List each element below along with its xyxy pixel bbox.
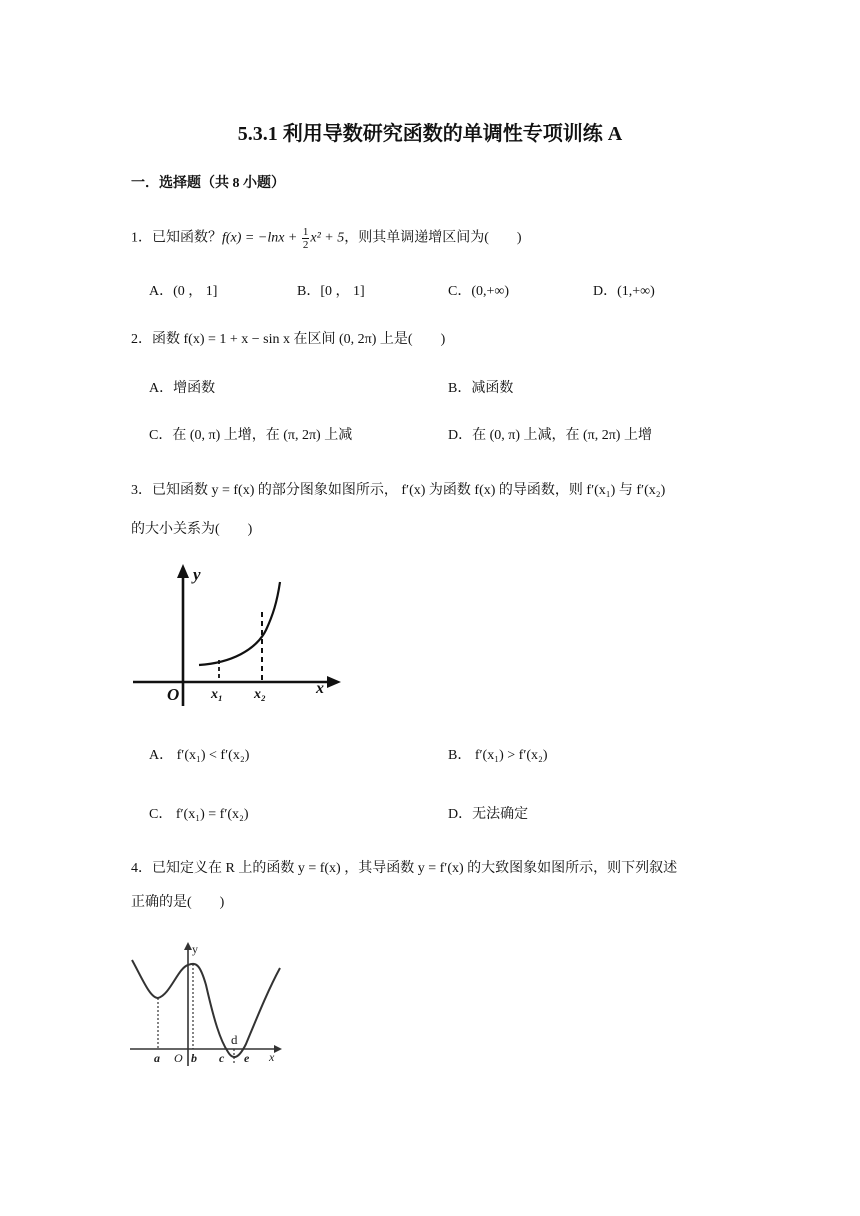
q1-lhs: f(x) = −lnx + — [222, 230, 298, 246]
q3-origin-label: O — [167, 685, 180, 704]
q3-y-arrow — [177, 564, 189, 578]
q1-option-c[interactable]: C．(0,+∞) — [448, 284, 510, 299]
q1-option-b[interactable]: B．[0 ， 1] — [297, 284, 365, 299]
q4-figure — [128, 940, 288, 1070]
q4-x-label: x — [269, 1050, 275, 1064]
question-3-line-2: 的大小关系为( ) — [131, 522, 253, 537]
q1-option-a[interactable]: A．(0 ， 1] — [149, 284, 218, 299]
q1-fraction-den: 2 — [302, 239, 309, 251]
question-2: 2．函数 f(x) = 1 + x − sin x 在区间 (0, 2π) 上是( ) — [131, 332, 446, 347]
q3-x-arrow — [327, 676, 341, 688]
q3-option-d[interactable]: D．无法确定 — [448, 807, 529, 822]
page-title: 5.3.1 利用导数研究函数的单调性专项训练 A — [237, 123, 623, 145]
q3-option-c[interactable]: C． f′(x₁) = f′(x₂) — [149, 807, 249, 822]
q4-e-label: e — [244, 1051, 250, 1065]
q4-curve — [132, 960, 280, 1057]
section-heading: 一．选择题（共 8 小题） — [131, 176, 285, 191]
q4-y-arrow — [184, 942, 192, 950]
q4-d-label: d — [231, 1032, 238, 1047]
question-4-line-2: 正确的是( ) — [131, 895, 225, 910]
q4-y-label: y — [192, 942, 198, 956]
q1-rhs: x² + 5 — [310, 230, 345, 246]
q1-suffix: ，则其单调递增区间为( ) — [344, 230, 522, 246]
q2-option-d[interactable]: D．在 (0, π) 上减，在 (π, 2π) 上增 — [448, 428, 652, 443]
question-3-line-1: 3．已知函数 y = f(x) 的部分图象如图所示， f′(x) 为函数 f(x) 的导函数，则 f′(x₁) 与 f′(x₂) — [131, 483, 666, 498]
question-1 — [131, 226, 522, 251]
q3-option-a[interactable]: A． f′(x₁) < f′(x₂) — [149, 748, 250, 763]
q3-x1-label: x₁ — [211, 687, 223, 702]
q4-origin-label: O — [174, 1051, 183, 1065]
q1-prefix: 1．已知函数？ — [131, 230, 222, 246]
q3-y-label: y — [193, 565, 201, 584]
q4-a-label: a — [154, 1051, 160, 1065]
q3-option-b[interactable]: B． f′(x₁) > f′(x₂) — [448, 748, 548, 763]
q4-b-label: b — [191, 1051, 197, 1065]
q3-x-label: x — [316, 680, 324, 697]
q2-option-a[interactable]: A．增函数 — [149, 381, 216, 396]
q1-fraction — [302, 226, 310, 251]
q2-option-c[interactable]: C．在 (0, π) 上增，在 (π, 2π) 上减 — [149, 428, 353, 443]
question-4-line-1: 4．已知定义在 R 上的函数 y = f(x) ，其导函数 y = f′(x) 的大致图象如图所示，则下列叙述 — [131, 861, 678, 876]
q3-x2-label: x₂ — [254, 687, 266, 702]
q2-option-b[interactable]: B．减函数 — [448, 381, 514, 396]
q1-option-d[interactable]: D．(1,+∞) — [593, 284, 655, 299]
q4-c-label: c — [219, 1051, 225, 1065]
q4-x-arrow — [274, 1045, 282, 1053]
q1-fraction-num: 1 — [302, 226, 309, 238]
q3-curve — [199, 582, 280, 665]
q3-figure — [131, 560, 346, 710]
